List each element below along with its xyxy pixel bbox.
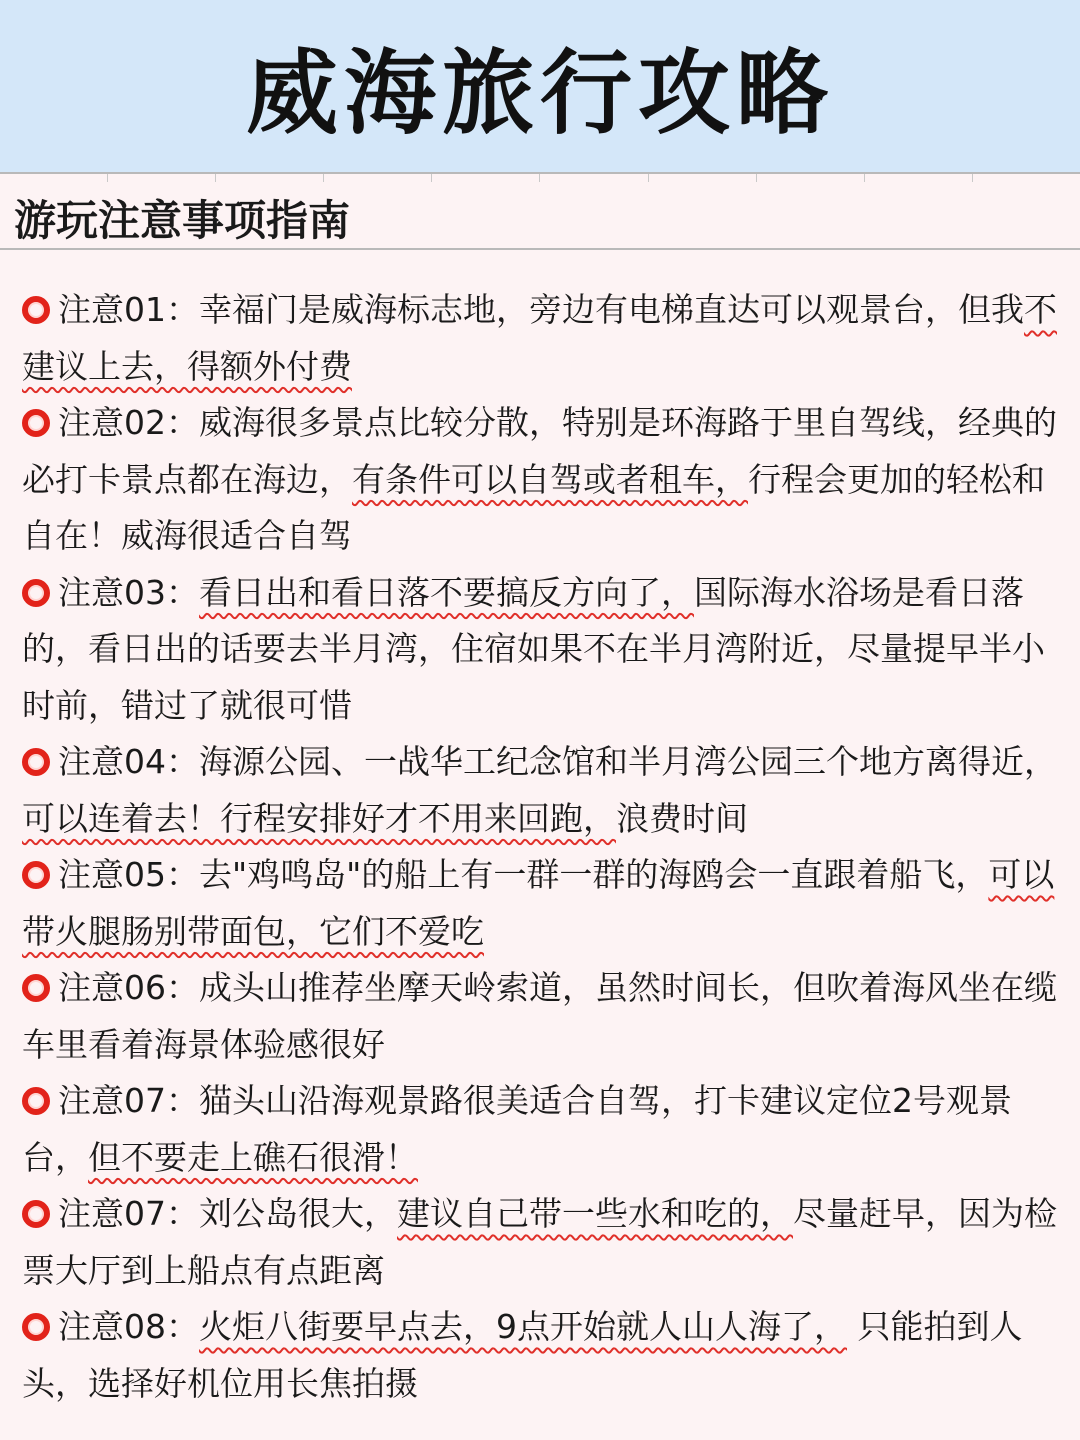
tip-item <box>22 1186 1062 1299</box>
page-title: 威海旅行攻略 <box>245 40 834 147</box>
section-header <box>0 172 1080 250</box>
tip-text: 海源公园、一战华工纪念馆和半月湾公园三个地方离得近， <box>199 742 1057 781</box>
red-circle-icon <box>22 409 50 437</box>
red-circle-icon <box>22 1200 50 1228</box>
tip-text: 尽量赶早，因为检票大厅到上船点有点距离 <box>22 1194 1057 1290</box>
tip-item <box>22 395 1062 565</box>
tip-text: 幸福门是威海标志地，旁边有电梯直达可以观景台，但我 <box>199 290 1024 329</box>
tip-label: 注意06： <box>58 968 199 1007</box>
tip-label: 注意02： <box>58 403 199 442</box>
tip-highlight: 看日出和看日落不要搞反方向了， <box>199 572 694 612</box>
red-circle-icon <box>22 579 50 607</box>
tip-highlight: 但不要走上礁石很滑！ <box>88 1137 418 1177</box>
red-circle-icon <box>22 748 50 776</box>
tip-highlight: 火炬八街要早点去，9点开始就人山人海了， <box>199 1307 847 1346</box>
tip-item <box>22 960 1062 1073</box>
tip-label: 注意07： <box>58 1194 199 1233</box>
tip-text: 猫头山沿海观景路很美适合自驾，打卡建议定位2号观景台， <box>22 1081 1012 1177</box>
tip-highlight: 有条件可以自驾或者租车， <box>352 459 748 499</box>
tip-highlight: 可以带火腿肠别带面包，它们不爱吃 <box>22 855 1055 951</box>
tip-text: 浪费时间 <box>616 798 748 838</box>
tip-item <box>22 847 1062 960</box>
section-title: 游玩注意事项指南 <box>14 196 351 245</box>
tip-label: 注意01： <box>58 290 199 329</box>
tip-text: 成头山推荐坐摩天岭索道，虽然时间长，但吹着海风坐在缆车里看着海景体验感很好 <box>22 968 1057 1064</box>
tip-text: 只能拍到人头，选择好机位用长焦拍摄 <box>22 1307 1023 1403</box>
red-circle-icon <box>22 974 50 1002</box>
tip-label: 注意03： <box>58 572 199 612</box>
tip-label: 注意07： <box>58 1081 199 1120</box>
tip-item <box>22 565 1062 735</box>
tip-item <box>22 282 1062 395</box>
tip-item <box>22 1299 1062 1412</box>
tip-label: 注意04： <box>58 742 199 781</box>
tip-label: 注意05： <box>58 855 199 894</box>
red-circle-icon <box>22 861 50 889</box>
tip-highlight: 可以连着去！行程安排好才不用来回跑， <box>22 798 616 838</box>
tip-label: 注意08： <box>58 1307 199 1346</box>
tip-text: 国际海水浴场是看日落的，看日出的话要去半月湾，住宿如果不在半月湾附近，尽量提早半小时前，错过了就很可惜 <box>22 572 1045 725</box>
tip-text: 刘公岛很大， <box>199 1194 397 1233</box>
tip-item <box>22 1073 1062 1186</box>
grid-lines <box>0 174 1080 182</box>
tip-highlight: 不建议上去，得额外付费 <box>22 290 1057 386</box>
red-circle-icon <box>22 1087 50 1115</box>
title-banner <box>0 0 1080 172</box>
tip-highlight: 建议自己带一些水和吃的， <box>397 1194 793 1233</box>
tip-text: 行程会更加的轻松和自在！威海很适合自驾 <box>22 459 1045 555</box>
tips-list <box>22 282 1062 1412</box>
tip-item <box>22 734 1062 847</box>
tip-text: 威海很多景点比较分散，特别是环海路于里自驾线，经典的必打卡景点都在海边， <box>22 403 1057 499</box>
red-circle-icon <box>22 296 50 324</box>
tip-text: 去"鸡鸣岛"的船上有一群一群的海鸥会一直跟着船飞， <box>199 855 989 894</box>
red-circle-icon <box>22 1313 50 1341</box>
